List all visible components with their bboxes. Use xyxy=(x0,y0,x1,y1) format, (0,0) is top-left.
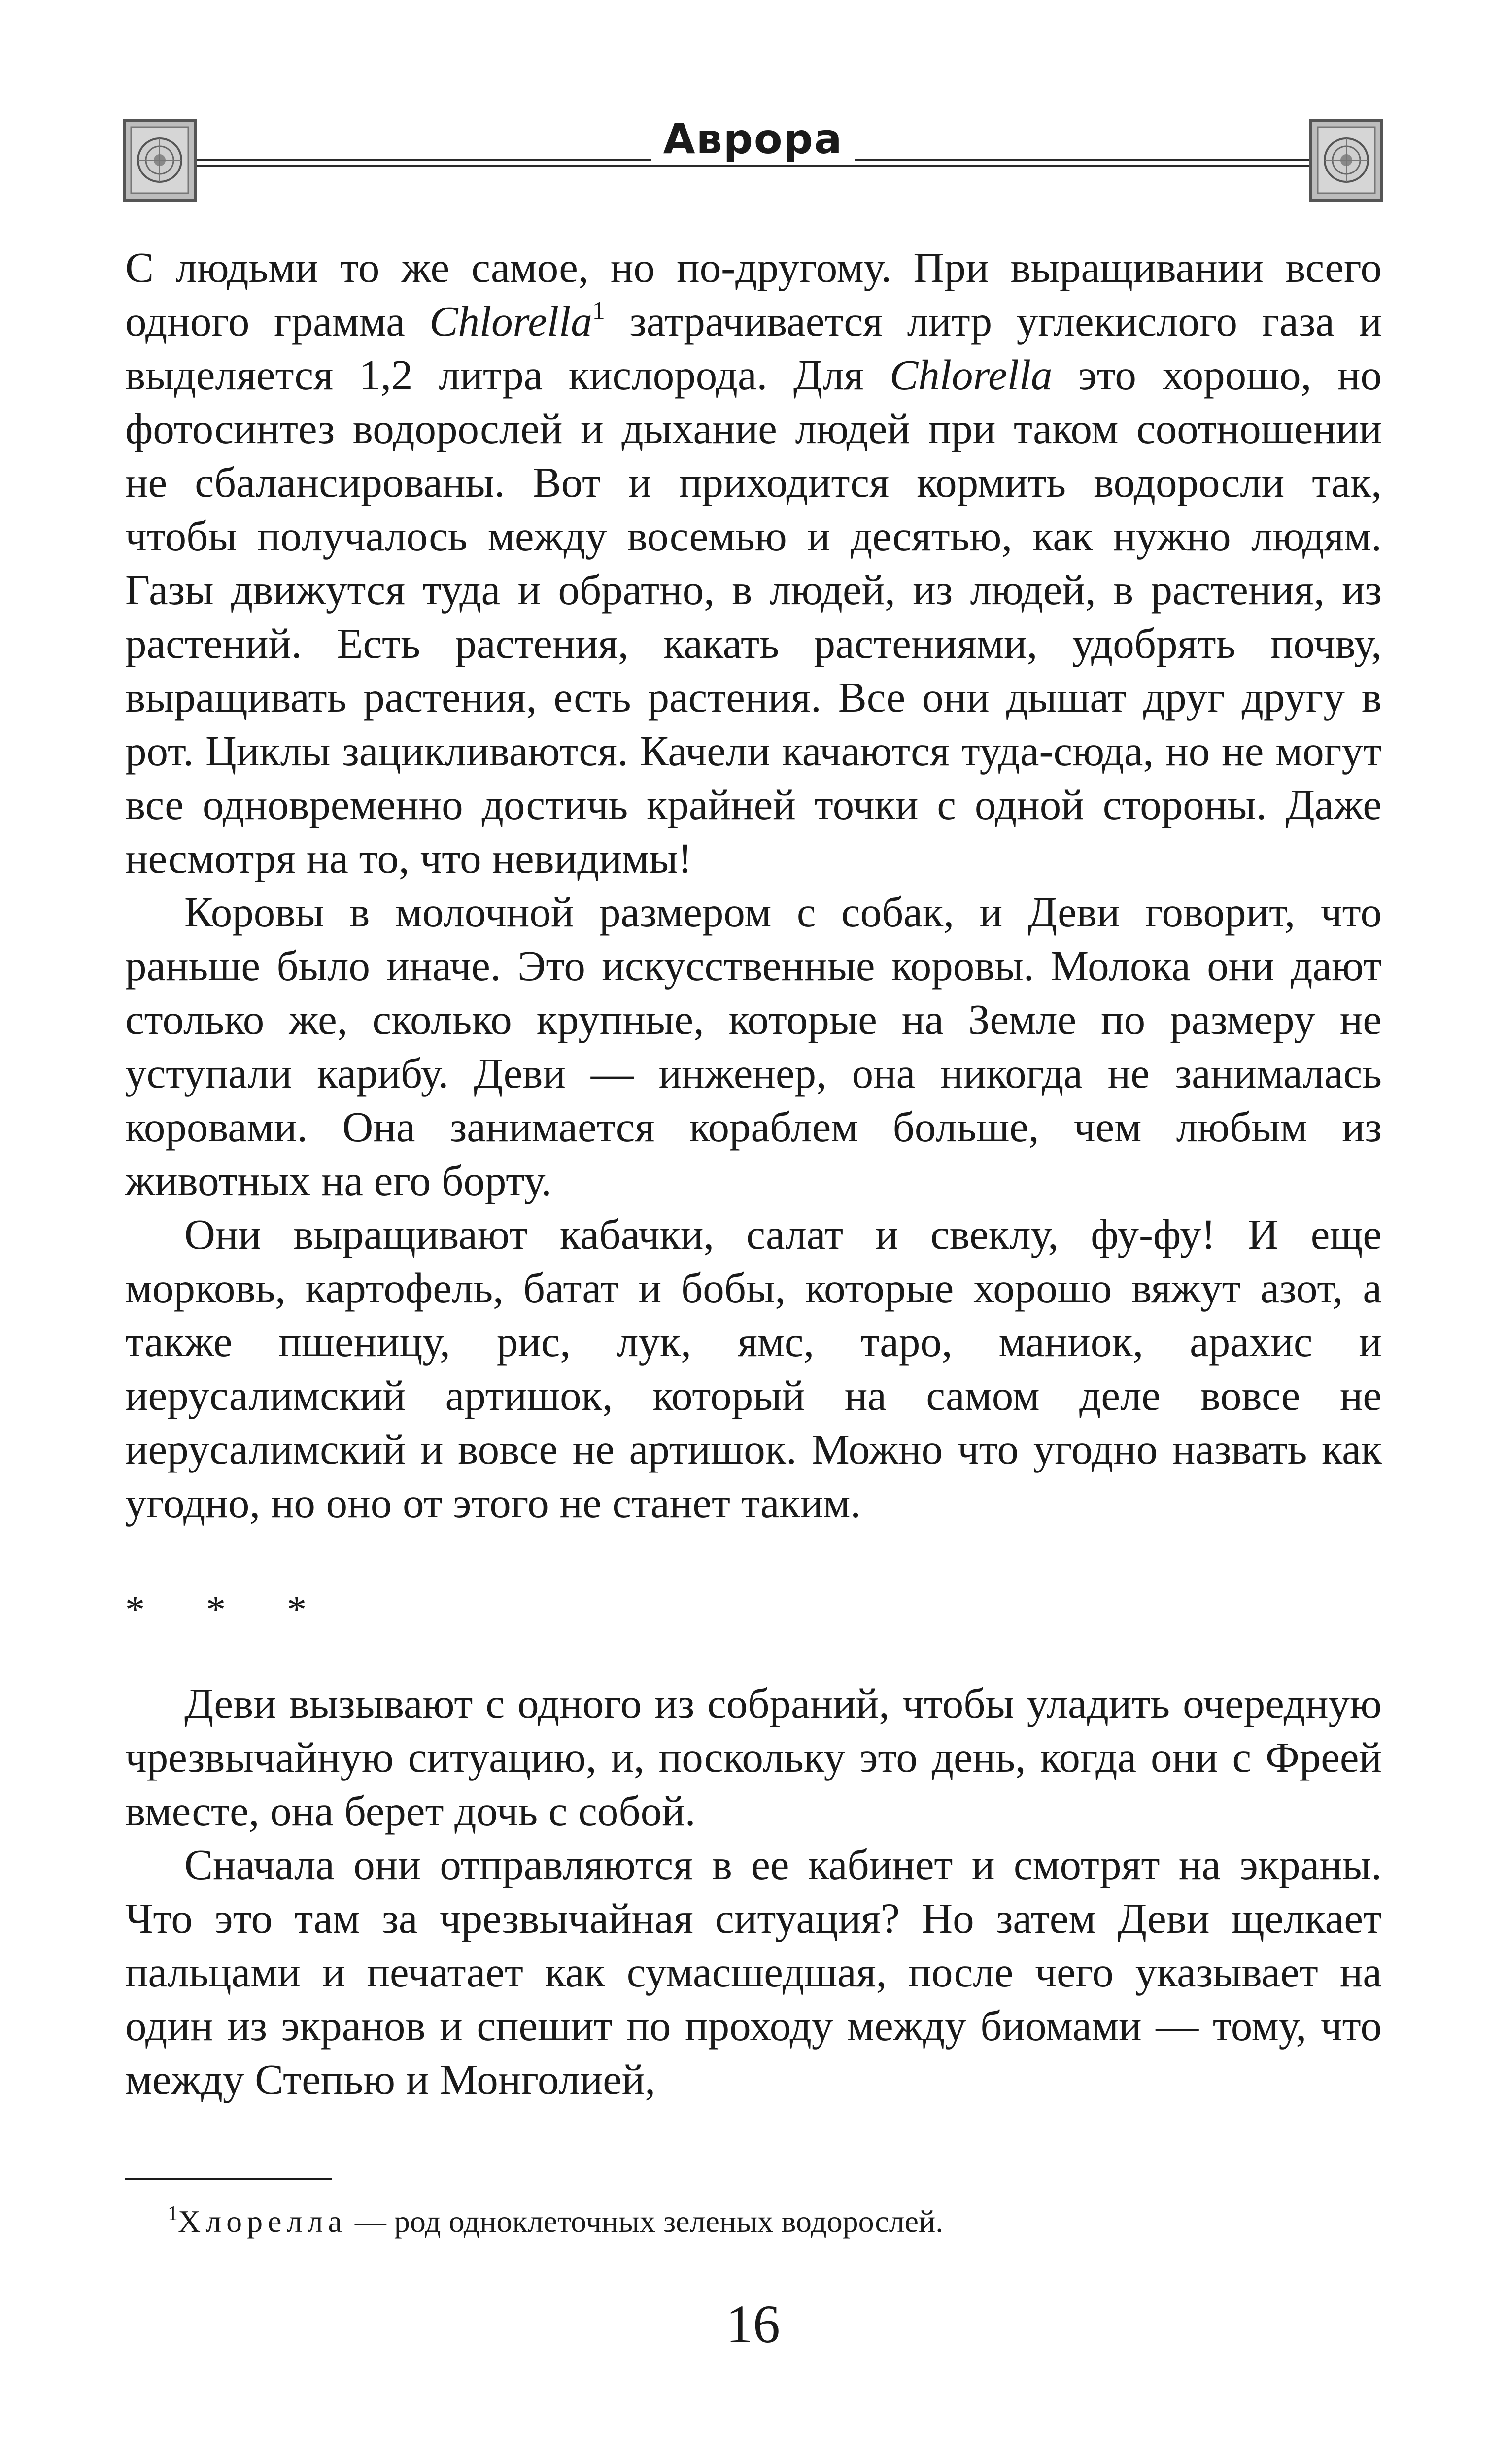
paragraph-1 xyxy=(125,240,1382,885)
footnote-term: Хлорелла xyxy=(178,2204,347,2239)
paragraph-2: Коровы в молочной размером с собак, и Деви говорит, что раньше было иначе. Это искусственные коровы. Молока они дают столько же, сколько крупные, которые на Земле по размеру не уступали карибу. Деви — инженер, она никогда не занималась коровами. Она занимается кораблем больше, чем любым из животных на его борту. xyxy=(125,888,1382,1204)
footnote-reference: 1 xyxy=(592,297,605,325)
paragraph-1-text-c: это хорошо, но фотосинтез водорослей и дыхание людей при таком соотношении не сбалансированы. Вот и приходится кормить водоросли так, чтобы получалось между восемью и десятью, как нужно людям. Газы движутся туда и обратно, в людей, из людей, в растения, из растений. Есть растения, какать растениями, удобрять почву, выращивать растения, есть растения. Все они дышат друг другу в рот. Циклы зацикливаются. Качели качаются туда-сюда, но не могут все одновременно достичь крайней точки с одной стороны. Даже несмотря на то, что невидимы! xyxy=(125,351,1382,882)
running-header xyxy=(122,115,1384,202)
paragraph-1-text-b: затрачивается литр углекислого газа и выделяется 1,2 литра кислорода. Для xyxy=(125,297,1382,399)
paragraph-4: Деви вызывают с одного из собраний, чтобы уладить очередную чрезвычайную ситуацию, и, поскольку это день, когда они с Фреей вместе, она берет дочь с собой. xyxy=(125,1679,1382,1835)
running-title-text: Аврора xyxy=(651,115,855,163)
running-title xyxy=(122,115,1384,163)
paragraph-1-text-a: С людьми то же самое, но по-другому. При выращивании всего одного грамма xyxy=(125,243,1382,345)
term-chlorella-2: Chlorella xyxy=(890,351,1053,399)
paragraph-5: Сначала они отправляются в ее кабинет и смотрят на экраны. Что это там за чрезвычайная ситуация? Но затем Деви щелкает пальцами и печатает как сумасшедшая, после чего указывает на один из экранов и спешит по проходу между биомами — тому, что между Степью и Монголией, xyxy=(125,1841,1382,2103)
page-number: 16 xyxy=(726,2294,780,2354)
footnote xyxy=(168,2202,1350,2241)
body-text xyxy=(125,240,1382,2106)
footnote-rule xyxy=(125,2178,332,2180)
term-chlorella: Chlorella xyxy=(429,297,592,345)
paragraph-3: Они выращивают кабачки, салат и свеклу, фу-фу! И еще морковь, картофель, батат и бобы, которые хорошо вяжут азот, а также пшеницу, рис, лук, ямс, таро, маниок, арахис и иерусалимский артишок, который на самом деле вовсе не иерусалимский и вовсе не артишок. Можно что угодно назвать как угодно, но оно от этого не станет таким. xyxy=(125,1210,1382,1527)
footnote-mark: 1 xyxy=(168,2202,178,2225)
rosette-ornament-icon xyxy=(1309,118,1384,202)
section-separator: * * * xyxy=(125,1588,332,1632)
footnote-text: — род одноклеточных зеленых водорослей. xyxy=(346,2204,944,2239)
